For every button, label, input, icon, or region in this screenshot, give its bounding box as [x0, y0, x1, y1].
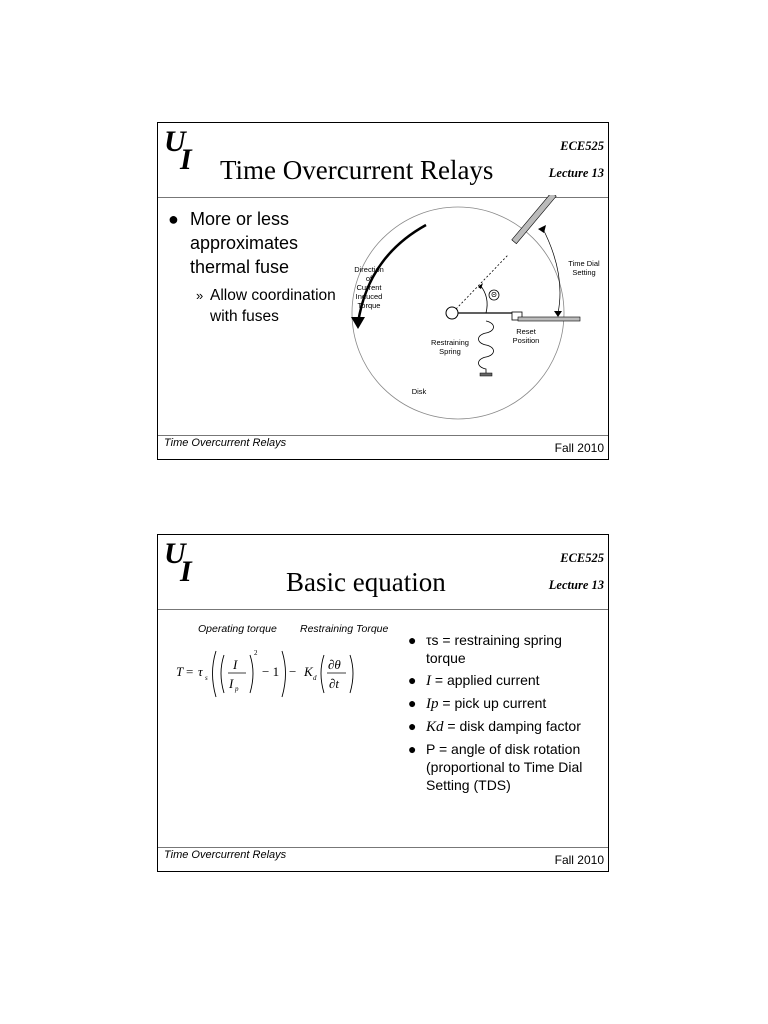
logo-letter-i: I — [180, 555, 192, 588]
definition-pickup — [408, 694, 603, 713]
svg-text:− 1: − 1 — [262, 664, 280, 679]
slide-basic-equation — [157, 534, 609, 872]
torque-equation-svg — [172, 643, 362, 703]
direction-label-line-4: Induced — [355, 292, 383, 301]
direction-label-line-3: Current — [356, 283, 382, 292]
logo-letter-i: I — [180, 143, 192, 176]
lecture-number: Lecture 13 — [548, 166, 604, 180]
theta-arc — [480, 285, 487, 313]
relay-disk-svg — [348, 195, 608, 465]
dial-range-arrow-bottom — [554, 311, 562, 317]
footer-divider — [158, 847, 608, 848]
definition-tau — [408, 631, 603, 667]
bullet-dot: ● — [408, 718, 417, 734]
reset-position-label — [506, 327, 546, 345]
time-dial-label-line-1: Time Dial — [568, 259, 600, 268]
slide-title: Basic equation — [286, 567, 446, 597]
definition-text: = applied current — [431, 672, 540, 688]
lecture-number: Lecture 13 — [548, 578, 604, 592]
spring-anchor — [480, 373, 492, 376]
definition-text: = restraining spring torque — [426, 632, 562, 666]
footer-title: Time Overcurrent Relays — [164, 437, 287, 449]
logo-letter-u: U — [164, 537, 186, 570]
svg-text:=: = — [186, 664, 194, 679]
reset-label-line-2: Position — [512, 336, 540, 345]
header-divider — [158, 609, 608, 610]
bullet-dot: ● — [408, 741, 417, 757]
svg-text:τ: τ — [198, 664, 203, 679]
logo-letter-u: U — [164, 125, 186, 158]
svg-text:d: d — [313, 674, 317, 682]
svg-text:s: s — [205, 674, 208, 682]
footer-divider — [158, 435, 608, 436]
definition-angle — [408, 740, 603, 794]
bullet-dot: ● — [408, 695, 417, 711]
direction-label-line-5: Torque — [357, 301, 381, 310]
reset-label-line-1: Reset — [516, 327, 536, 336]
sub-bullet-marker: » — [196, 288, 204, 303]
bullet-dot: ● — [168, 209, 179, 229]
svg-text:I: I — [229, 676, 234, 691]
definition-current — [408, 671, 603, 690]
disk-label: Disk — [411, 387, 427, 396]
svg-text:T: T — [176, 664, 184, 679]
svg-text:−: − — [289, 664, 297, 679]
operating-torque-label: Operating torque — [198, 623, 277, 635]
course-code: ECE525 — [560, 139, 604, 153]
theta-label: Θ — [491, 292, 497, 299]
svg-text:∂t: ∂t — [329, 676, 340, 691]
footer-term: Fall 2010 — [554, 441, 604, 455]
restraining-spring-label — [426, 338, 474, 356]
restraining-torque-label: Restraining Torque — [300, 623, 389, 635]
restraining-label-line-1: Restraining — [431, 338, 469, 347]
reset-position-bar — [518, 317, 580, 321]
time-dial-label-line-2: Setting — [572, 268, 596, 277]
torque-equation — [172, 643, 362, 708]
restraining-spring — [479, 321, 494, 373]
definition-symbol: Kd — [426, 719, 444, 735]
bullet-dot: ● — [408, 632, 417, 648]
course-code: ECE525 — [560, 551, 604, 565]
bullet-main-text: More or less approximates thermal fuse — [190, 209, 299, 277]
definition-damping — [408, 717, 603, 736]
slide-title: Time Overcurrent Relays — [220, 155, 494, 185]
definition-symbol: I — [426, 673, 431, 689]
direction-label-line-1: Direction — [354, 265, 384, 274]
bullet-dot: ● — [408, 672, 417, 688]
time-dial-bar — [512, 195, 556, 244]
svg-text:∂θ: ∂θ — [328, 657, 341, 672]
time-dial-label — [564, 259, 604, 277]
definition-text: = pick up current — [438, 695, 547, 711]
dial-dotted-line — [456, 255, 508, 309]
definition-list — [408, 631, 603, 798]
slide-time-overcurrent-relays — [157, 122, 609, 460]
svg-text:K: K — [304, 664, 313, 679]
direction-label — [344, 265, 394, 310]
definition-symbol: Ip — [426, 696, 439, 712]
restraining-label-line-2: Spring — [439, 347, 461, 356]
direction-label-line-2: of — [365, 274, 373, 283]
svg-text:p: p — [235, 685, 239, 693]
definition-text: = disk damping factor — [443, 718, 581, 734]
definition-symbol: τs — [426, 632, 439, 648]
relay-disk-diagram — [348, 195, 608, 470]
footer-term: Fall 2010 — [554, 853, 604, 867]
svg-text:2: 2 — [254, 649, 258, 657]
dial-range-arc — [542, 227, 560, 313]
svg-text:I: I — [233, 657, 238, 672]
footer-title: Time Overcurrent Relays — [164, 849, 287, 861]
definition-text: P = angle of disk rotation (proportional to Time Dial Setting (TDS) — [426, 741, 583, 793]
bullet-sub-text: Allow coordination with fuses — [210, 287, 336, 325]
